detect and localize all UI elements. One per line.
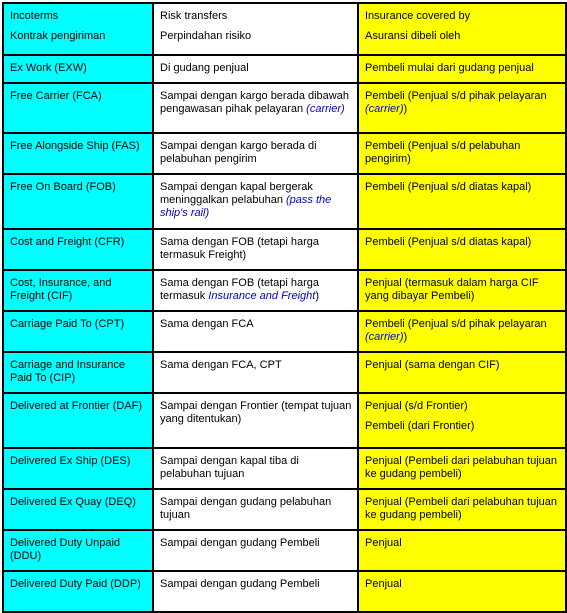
incoterm-cell: Cost, Insurance, and Freight (CIF) — [3, 270, 153, 311]
insurance-cell — [358, 55, 566, 83]
insurance-text: Penjual — [365, 578, 402, 590]
header-risk-subtitle: Perpindahan risiko — [160, 30, 252, 42]
insurance-term-highlight: (carrier) — [365, 331, 404, 343]
incoterm-cell: Ex Work (EXW) — [3, 55, 153, 83]
risk-text: Sama dengan FOB (tetapi harga termasuk Freight) — [160, 236, 319, 261]
risk-cell — [153, 174, 358, 229]
incoterm-cell: Cost and Freight (CFR) — [3, 229, 153, 270]
risk-cell — [153, 448, 358, 489]
incoterm-cell: Delivered at Frontier (DAF) — [3, 393, 153, 448]
table-row — [3, 489, 566, 530]
risk-term-highlight: (pass the ship's rail) — [160, 194, 332, 219]
header-insurance-title: Insurance covered by — [365, 10, 471, 22]
insurance-text-second: Pembeli (dari Frontier) — [365, 420, 475, 432]
insurance-cell — [358, 133, 566, 174]
header-row — [3, 3, 566, 55]
insurance-cell — [358, 311, 566, 352]
risk-term-highlight: (carrier) — [306, 103, 345, 115]
risk-cell — [153, 311, 358, 352]
risk-cell — [153, 55, 358, 83]
incoterm-cell: Free Carrier (FCA) — [3, 83, 153, 133]
incoterm-cell: Free On Board (FOB) — [3, 174, 153, 229]
insurance-term-highlight: (carrier) — [365, 103, 404, 115]
insurance-text: Pembeli mulai dari gudang penjual — [365, 62, 534, 74]
insurance-text: Pembeli (Penjual s/d pihak pelayaran — [365, 318, 547, 330]
risk-cell — [153, 489, 358, 530]
header-insurance-subtitle: Asuransi dibeli oleh — [365, 30, 461, 42]
insurance-text: Penjual — [365, 537, 402, 549]
insurance-text-tail: ) — [403, 103, 408, 115]
incoterm-cell: Delivered Duty Paid (DDP) — [3, 571, 153, 612]
risk-text: Sampai dengan kapal bergerak meninggalkan pelabuhan — [160, 181, 313, 206]
insurance-cell — [358, 83, 566, 133]
risk-text: Sampai dengan gudang Pembeli — [160, 578, 320, 590]
risk-text: Sampai dengan gudang pelabuhan tujuan — [160, 496, 332, 521]
insurance-cell — [358, 270, 566, 311]
insurance-cell — [358, 448, 566, 489]
table-row — [3, 83, 566, 133]
table-row — [3, 352, 566, 393]
risk-text: Sama dengan FOB (tetapi harga termasuk — [160, 277, 319, 302]
risk-cell — [153, 352, 358, 393]
risk-cell — [153, 571, 358, 612]
risk-text-tail: ) — [315, 290, 319, 302]
risk-cell — [153, 83, 358, 133]
incoterm-cell: Free Alongside Ship (FAS) — [3, 133, 153, 174]
table-row — [3, 174, 566, 229]
risk-text: Sama dengan FCA — [160, 318, 254, 330]
insurance-cell — [358, 571, 566, 612]
insurance-cell — [358, 393, 566, 448]
insurance-text: Penjual (Pembeli dari pelabuhan tujuan ke gudang pembeli) — [365, 455, 558, 480]
insurance-text: Pembeli (Penjual s/d pihak pelayaran — [365, 90, 547, 102]
incoterms-table — [2, 2, 567, 613]
table-row — [3, 55, 566, 83]
table-row — [3, 393, 566, 448]
table-row — [3, 571, 566, 612]
incoterm-cell: Delivered Ex Quay (DEQ) — [3, 489, 153, 530]
insurance-cell — [358, 352, 566, 393]
risk-text: Sampai dengan kargo berada dibawah pengawasan pihak pelayaran — [160, 90, 349, 115]
insurance-text: Pembeli (Penjual s/d diatas kapal) — [365, 181, 532, 193]
risk-text: Sama dengan FCA, CPT — [160, 359, 282, 371]
insurance-cell — [358, 229, 566, 270]
insurance-text: Penjual (termasuk dalam harga CIF yang dibayar Pembeli) — [365, 277, 539, 302]
incoterm-cell: Carriage and Insurance Paid To (CIP) — [3, 352, 153, 393]
insurance-cell — [358, 174, 566, 229]
table-row — [3, 270, 566, 311]
risk-text: Sampai dengan kargo berada di pelabuhan pengirim — [160, 140, 317, 165]
table-row — [3, 229, 566, 270]
risk-text: Sampai dengan kapal tiba di pelabuhan tujuan — [160, 455, 299, 480]
header-incoterms-subtitle: Kontrak pengiriman — [10, 30, 106, 42]
risk-cell — [153, 530, 358, 571]
risk-cell — [153, 229, 358, 270]
header-insurance-cell — [358, 3, 566, 55]
risk-cell — [153, 133, 358, 174]
risk-text: Di gudang penjual — [160, 62, 249, 74]
table-row — [3, 311, 566, 352]
incoterm-cell: Carriage Paid To (CPT) — [3, 311, 153, 352]
risk-text: Sampai dengan Frontier (tempat tujuan yang ditentukan) — [160, 400, 352, 425]
incoterm-cell: Delivered Ex Ship (DES) — [3, 448, 153, 489]
insurance-text: Penjual (s/d Frontier) — [365, 400, 468, 412]
incoterm-cell: Delivered Duty Unpaid (DDU) — [3, 530, 153, 571]
insurance-cell — [358, 530, 566, 571]
header-risk-cell — [153, 3, 358, 55]
header-incoterms-title: Incoterms — [10, 10, 59, 22]
insurance-text: Penjual (Pembeli dari pelabuhan tujuan ke gudang pembeli) — [365, 496, 558, 521]
header-incoterms-cell — [3, 3, 153, 55]
risk-cell — [153, 393, 358, 448]
header-risk-title: Risk transfers — [160, 10, 228, 22]
insurance-text: Penjual (sama dengan CIF) — [365, 359, 500, 371]
table-row — [3, 448, 566, 489]
table-row — [3, 133, 566, 174]
table-row — [3, 530, 566, 571]
risk-text: Sampai dengan gudang Pembeli — [160, 537, 320, 549]
risk-term-highlight: Insurance and Freight — [208, 290, 316, 302]
insurance-text-tail: ) — [403, 331, 408, 343]
insurance-text: Pembeli (Penjual s/d pelabuhan pengirim) — [365, 140, 521, 165]
risk-cell — [153, 270, 358, 311]
insurance-text: Pembeli (Penjual s/d diatas kapal) — [365, 236, 532, 248]
insurance-cell — [358, 489, 566, 530]
